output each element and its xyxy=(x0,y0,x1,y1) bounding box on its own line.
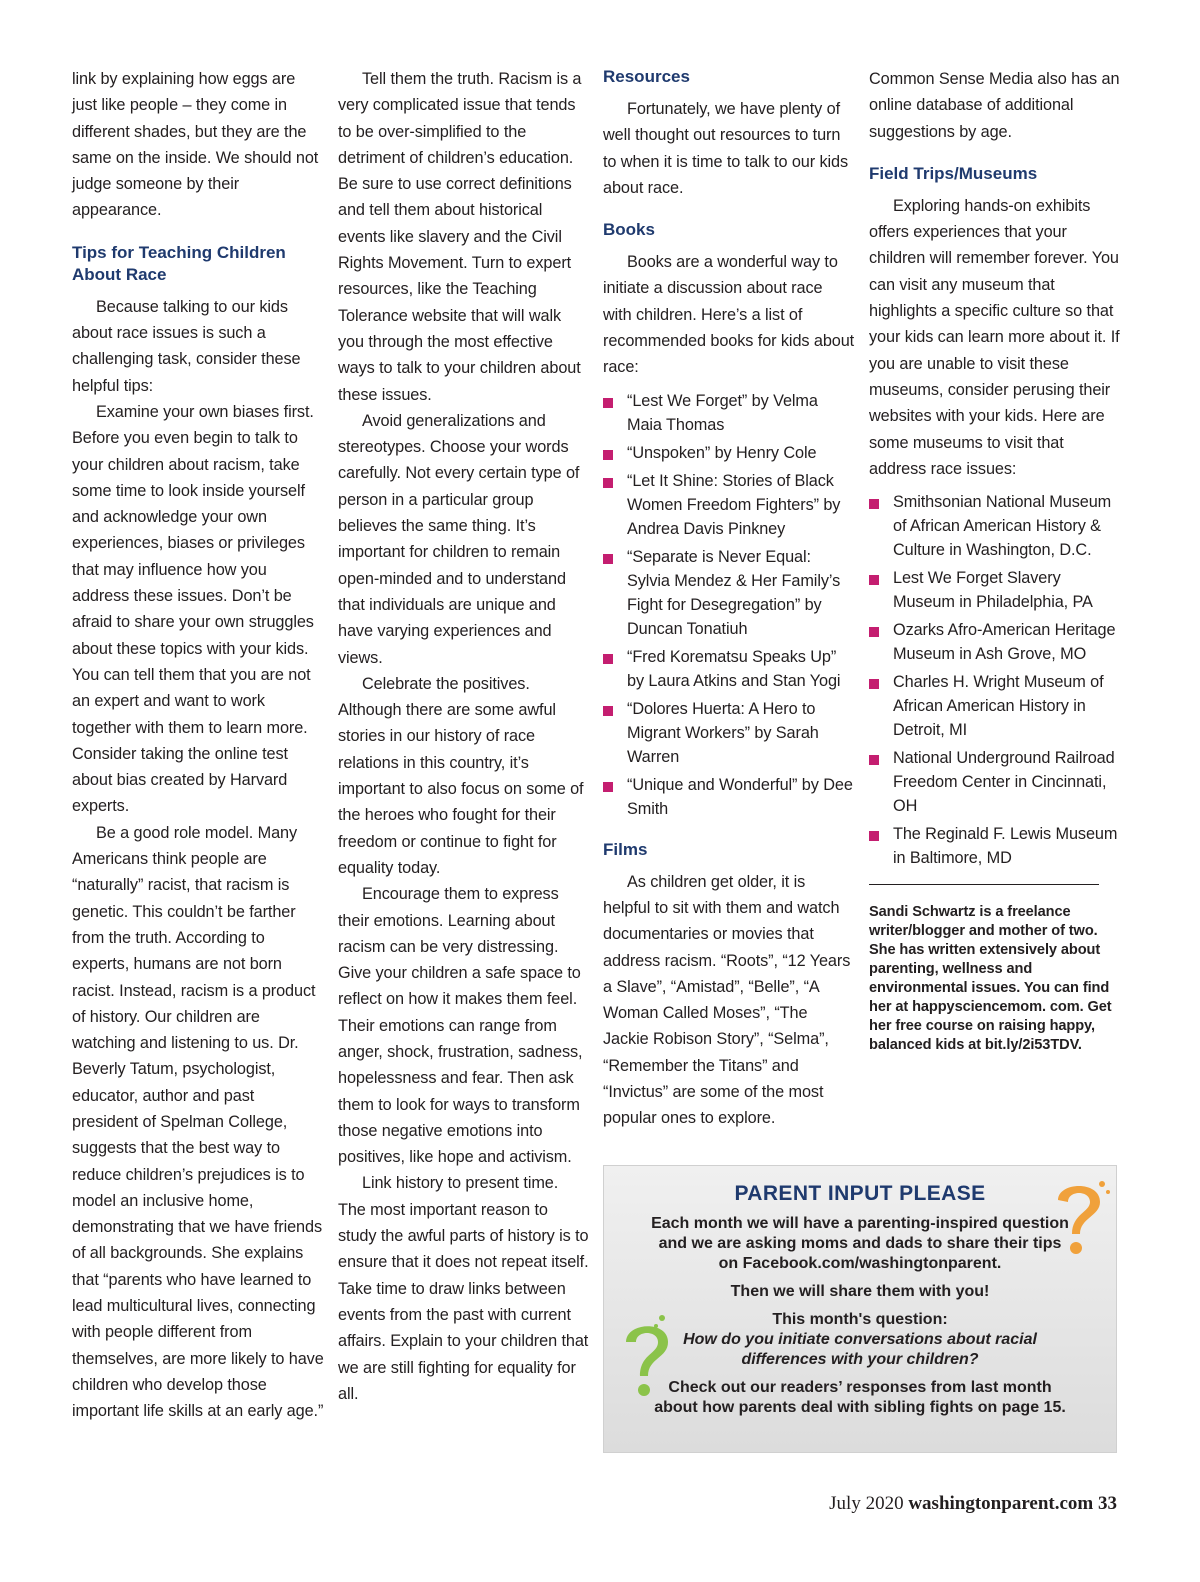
paragraph: Be a good role model. Many Americans think people are “naturally” racist, that racism is genetic. This couldn’t be farther from the truth. According to experts, humans are not born racist. Instead, racism is a product of history. Our children are watching and listening to us. Dr. Beverly Tatum, psychologist, educator, author and past president of Spelman College, suggests that the best way to reduce children’s prejudices is to model an inclusive home, demonstrating that we have friends of all backgrounds. She explains that “parents who have learned to lead multicultural lives, connecting with people different from themselves, are more likely to have children who develop those important life skills at an early age.” xyxy=(72,823,324,1421)
list-item: Smithsonian National Museum of African American History & Culture in Washington, D.C. xyxy=(869,490,1121,562)
page-footer xyxy=(829,1493,1117,1515)
paragraph: Tell them the truth. Racism is a very complicated issue that tends to be over-simplified to the detriment of children’s education. Be sure to use correct definitions and tell them about historical events like slavery and the Civil Rights Movement. Turn to expert resources, like the Teaching Tolerance website that will walk you through the most effective ways to talk to your children about these issues. xyxy=(338,70,582,404)
section-heading-films: Films xyxy=(603,839,648,859)
parent-box-share: Then we will share them with you! xyxy=(730,1283,990,1300)
list-item: “Fred Korematsu Speaks Up” by Laura Atkins and Stan Yogi xyxy=(603,645,855,693)
paragraph: Avoid generalizations and stereotypes. Choose your words carefully. Not every certain type of person in a particular group believes the same thing. It’s important for children to remain open-minded and to understand that individuals are unique and have varying experiences and views. xyxy=(338,411,580,667)
list-item: Charles H. Wright Museum of African American History in Detroit, MI xyxy=(869,670,1121,742)
section-heading-books: Books xyxy=(603,220,655,240)
book-list xyxy=(603,389,855,821)
paragraph: Because talking to our kids about race issues is such a challenging task, consider these helpful tips: xyxy=(72,297,301,395)
paragraph: Examine your own biases first. Before you even begin to talk to your children about racism, take some time to look inside yourself and acknowledge your own experiences, biases or privileges that may influence how you address these issues. Don’t be afraid to share your own struggles about these topics with your kids. You can tell them that you are not an expert and want to work together with them to learn more. Consider taking the online test about bias created by Harvard experts. xyxy=(72,402,314,816)
museum-list xyxy=(869,490,1121,870)
parent-box-title: PARENT INPUT PLEASE xyxy=(734,1182,986,1205)
parent-box-intro: Each month we will have a parenting-inspired question and we are asking moms and dads to share their tips on Facebook.com/washingtonparent. xyxy=(651,1215,1069,1272)
article-column-2 xyxy=(338,66,590,1407)
paragraph: As children get older, it is helpful to sit with them and watch documentaries or movies that address racism. “Roots”, “12 Years a Slave”, “Amistad”, “Belle”, “A Woman Called Moses”, “The Jackie Robison Story”, “Selma”, “Remember the Titans” and “Invictus” are some of the most popular ones to explore. xyxy=(603,872,851,1128)
paragraph: Books are a wonderful way to initiate a discussion about race with children. Here’s a list of recommended books for kids about race: xyxy=(603,253,855,377)
paragraph: link by explaining how eggs are just like people – they come in different shades, but they are the same on the inside. We should not judge someone by their appearance. xyxy=(72,70,319,220)
section-heading-field-trips: Field Trips/Museums xyxy=(869,163,1038,183)
list-item: “Unique and Wonderful” by Dee Smith xyxy=(603,773,855,821)
list-item: Lest We Forget Slavery Museum in Philadelphia, PA xyxy=(869,566,1121,614)
paragraph: Link history to present time. The most important reason to study the awful parts of history is to ensure that it does not repeat itself. Take time to draw links between events from the past with current affairs. Explain to your children that we are still fighting for equality for all. xyxy=(338,1174,589,1403)
list-item: “Separate is Never Equal: Sylvia Mendez & Her Family’s Fight for Desegregation” by Duncan Tonatiuh xyxy=(603,545,855,641)
question-label: This month's question: xyxy=(772,1311,948,1328)
question-mark-orange-icon xyxy=(1044,1174,1114,1260)
list-item: The Reginald F. Lewis Museum in Baltimore, MD xyxy=(869,822,1121,870)
question-text: How do you initiate conversations about racial differences with your children? xyxy=(683,1331,1037,1368)
list-item: “Dolores Huerta: A Hero to Migrant Workers” by Sarah Warren xyxy=(603,697,855,769)
site-name: washingtonparent.com xyxy=(908,1493,1094,1514)
issue-date: July 2020 xyxy=(829,1493,904,1514)
article-column-4 xyxy=(869,66,1121,1055)
section-heading-resources: Resources xyxy=(603,67,690,86)
parent-box-question xyxy=(650,1310,1070,1370)
article-column-1 xyxy=(72,66,324,1425)
parent-input-box xyxy=(603,1165,1117,1453)
paragraph: Fortunately, we have plenty of well thought out resources to turn to when it is time to talk to our kids about race. xyxy=(603,100,849,197)
list-item: “Unspoken” by Henry Cole xyxy=(603,441,855,465)
page-number: 33 xyxy=(1098,1493,1117,1514)
paragraph: Exploring hands-on exhibits offers experiences that your children will remember forever. You can visit any museum that highlights a specific culture so that your kids can learn more about it. If you are unable to visit these museums, consider perusing their websites with your kids. Here are some museums to visit that address race issues: xyxy=(869,196,1120,478)
article-column-3 xyxy=(603,66,855,1132)
paragraph: Celebrate the positives. Although there are some awful stories in our history of race relations in this country, it’s important to also focus on some of the heroes who fought for their freedom or continue to fight for equality today. xyxy=(338,674,584,877)
author-bio: Sandi Schwartz is a freelance writer/blogger and mother of two. She has written extensively about parenting, wellness and environmental issues. You can find her at happysciencemom. com. Get her free course on raising happy, balanced kids at bit.ly/2i53TDV. xyxy=(869,904,1112,1054)
list-item: Ozarks Afro-American Heritage Museum in Ash Grove, MO xyxy=(869,618,1121,666)
list-item: “Let It Shine: Stories of Black Women Freedom Fighters” by Andrea Davis Pinkney xyxy=(603,469,855,541)
section-heading-tips: Tips for Teaching Children About Race xyxy=(72,242,286,284)
list-item: National Underground Railroad Freedom Center in Cincinnati, OH xyxy=(869,746,1121,818)
divider xyxy=(869,884,1099,885)
list-item: “Lest We Forget” by Velma Maia Thomas xyxy=(603,389,855,437)
parent-box-followup: Check out our readers’ responses from last month about how parents deal with sibling fights on page 15. xyxy=(654,1379,1066,1416)
paragraph: Encourage them to express their emotions. Learning about racism can be very distressing. Give your children a safe space to reflect on how it makes them feel. Their emotions can range from anger, shock, frustration, sadness, hopelessness and fear. Then ask them to look for ways to transform those negative emotions into positives, like hope and activism. xyxy=(338,885,583,1167)
paragraph: Common Sense Media also has an online database of additional suggestions by age. xyxy=(869,70,1120,141)
question-mark-green-icon xyxy=(616,1312,678,1402)
